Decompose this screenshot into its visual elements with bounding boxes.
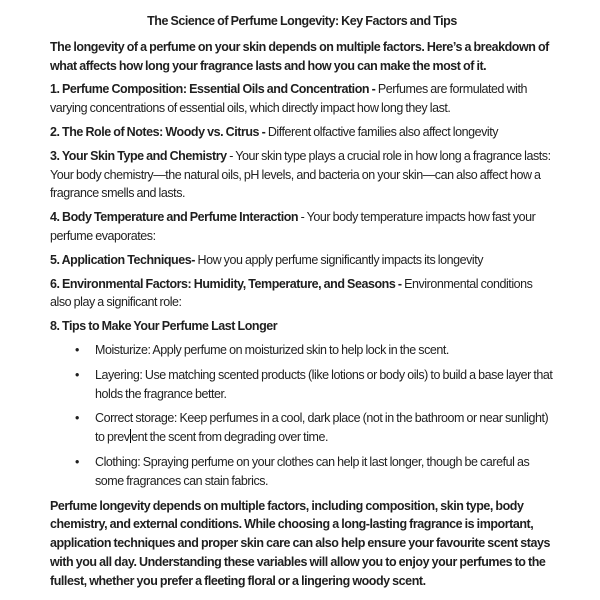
tip-item-storage[interactable] — [75, 409, 554, 447]
section-body-text: Environmental conditions also play a significant role: — [50, 276, 533, 310]
tip-text: Moisturize: Apply perfume on moisturized skin to help lock in the scent. — [95, 342, 449, 357]
section-paragraph-4[interactable] — [50, 208, 554, 246]
section-paragraph-3[interactable] — [50, 147, 554, 203]
section-heading-text: 6. Environmental Factors: Humidity, Temperature, and Seasons - — [50, 276, 402, 291]
section-heading-text: 2. The Role of Notes: Woody vs. Citrus - — [50, 124, 266, 139]
section-body-text: Perfumes are formulated with varying concentrations of essential oils, which directly impact how long they last. — [50, 82, 528, 116]
tip-text-after-cursor: ent the scent from degrading over time. — [131, 430, 329, 445]
tip-item-moisturize[interactable] — [75, 341, 554, 360]
section-paragraph-5[interactable] — [50, 251, 554, 270]
tip-text-before-cursor: Correct storage: Keep perfumes in a cool, dark place (not in the bathroom or near sunlight) to prev — [95, 411, 549, 445]
intro-paragraph[interactable]: The longevity of a perfume on your skin depends on multiple factors. Here’s a breakdown of what affects how long your fragrance lasts and how you can make the most of it. — [50, 39, 549, 73]
tip-item-layering[interactable] — [75, 366, 554, 404]
document-title[interactable]: The Science of Perfume Longevity: Key Factors and Tips — [147, 14, 457, 28]
tip-text: Layering: Use matching scented products (like lotions or body oils) to build a base layer that holds the fragrance better. — [95, 367, 553, 401]
tips-heading[interactable]: 8. Tips to Make Your Perfume Last Longer — [50, 319, 278, 334]
section-heading-text: 5. Application Techniques- — [50, 252, 195, 267]
section-body-text: Different olfactive families also affect longevity — [265, 124, 499, 139]
section-paragraph-1[interactable] — [50, 80, 554, 118]
tip-text: Clothing: Spraying perfume on your clothes can help it last longer, though be careful as some fragrances can stain fabrics. — [95, 454, 530, 488]
tips-list — [50, 341, 554, 491]
section-body-text: - Your skin type plays a crucial role in how long a fragrance lasts: Your body chemistry—the natural oils, pH levels, and bacteria on your skin—can also affect how a fragrance smells and lasts. — [50, 148, 551, 201]
tip-item-clothing[interactable] — [75, 453, 554, 491]
section-body-text: How you apply perfume significantly impacts its longevity — [194, 252, 484, 267]
section-heading-text: 3. Your Skin Type and Chemistry — [50, 148, 227, 163]
section-body-text: - Your body temperature impacts how fast your perfume evaporates: — [50, 210, 536, 243]
section-heading-text: 4. Body Temperature and Perfume Interaction — [50, 210, 299, 225]
section-paragraph-2[interactable] — [50, 123, 554, 142]
section-heading-text: 1. Perfume Composition: Essential Oils and Concentration - — [50, 82, 376, 97]
conclusion-paragraph[interactable]: Perfume longevity depends on multiple factors, including composition, skin type, body chemistry, and external conditions. While choosing a long-lasting fragrance is important, application techniques and proper skin care can also help ensure your favourite scent stays with you all day. Understanding these variables will allow you to enjoy your perfumes to the fullest, whether you prefer a fleeting floral or a lingering woody scent. — [50, 498, 550, 588]
section-paragraph-6[interactable] — [50, 275, 554, 313]
